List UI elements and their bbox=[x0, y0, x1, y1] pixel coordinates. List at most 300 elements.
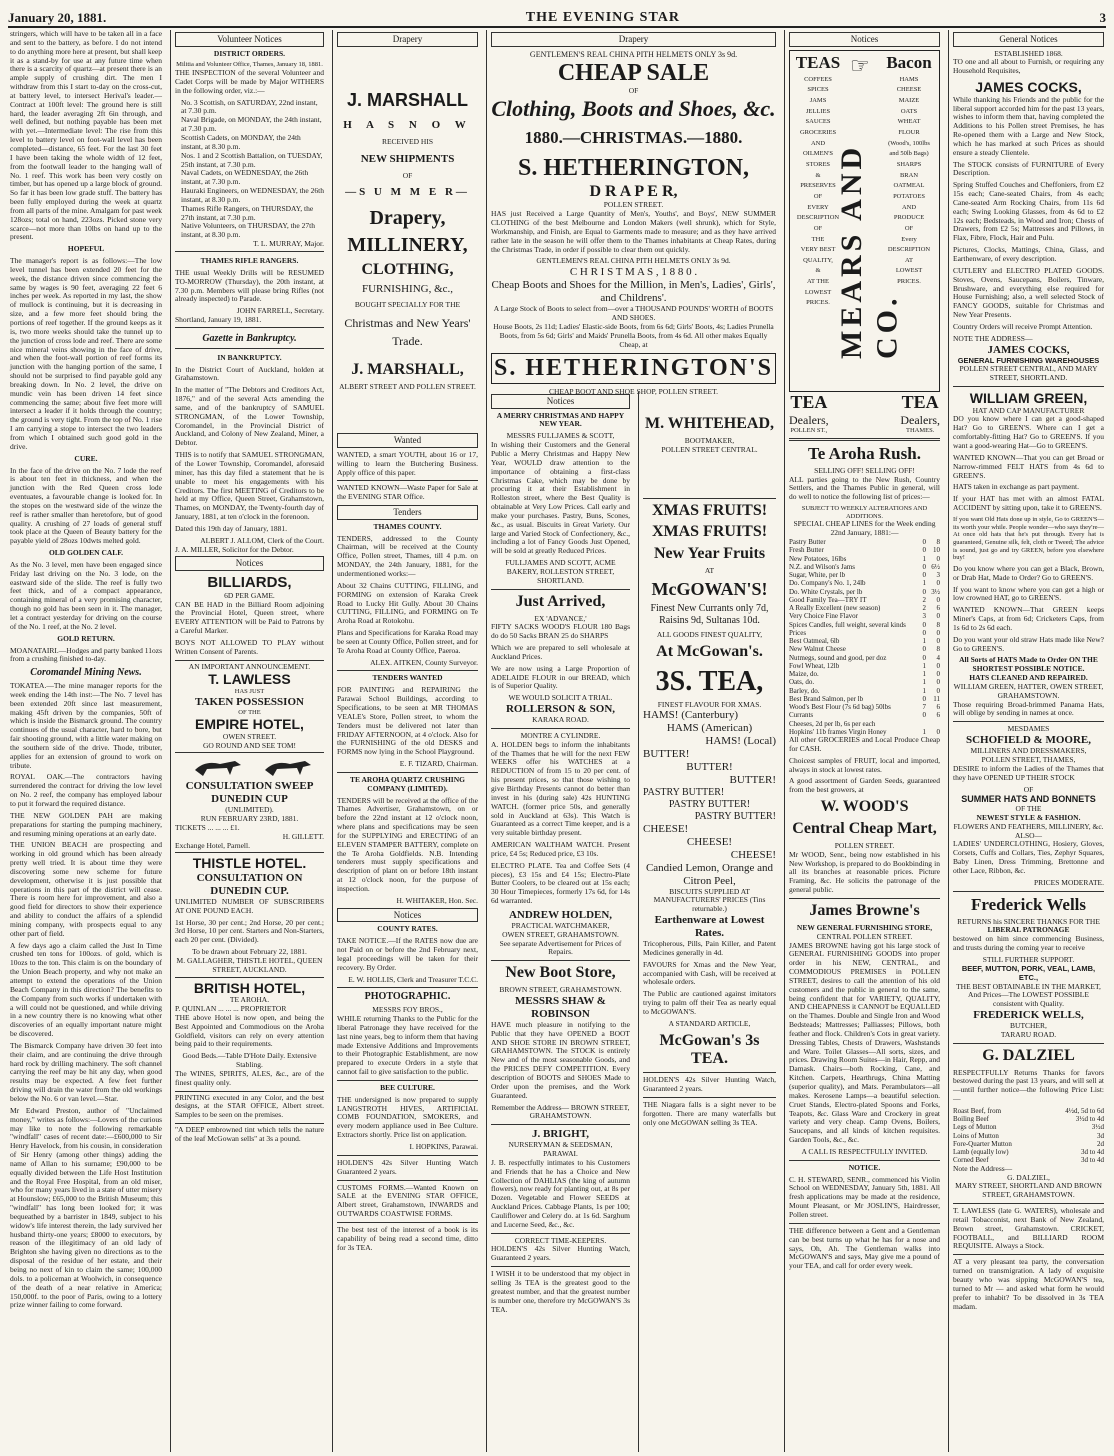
ad-heading: 1880.—CHRISTMAS.—1880. bbox=[524, 128, 743, 148]
meat-price-row bbox=[953, 1148, 1104, 1156]
ad-text: Cheap Boots and Shoes for the Million, in Men's, Ladies', Girls', and Childrens'. bbox=[491, 279, 776, 305]
ad-heading: WILLIAM GREEN, bbox=[969, 390, 1088, 407]
price-value: 0 bbox=[922, 694, 926, 703]
signature: I. HOPKINS, Parawai. bbox=[409, 1141, 478, 1151]
price-item: Good Family Tea—TRY IT bbox=[789, 595, 867, 604]
article-text: ROYAL OAK.—The contractors having surrendered the contract for driving the low level on No. 2 reef, the company has employed labour to put it forward the required distance. bbox=[10, 772, 162, 808]
mears-item: (Wood's, 100lbs bbox=[888, 139, 930, 147]
ad-text: LADIES' UNDERCLOTHING, Hosiery, Gloves, Corsets, Cuffs and Collars, Ties, Zephyr Squares, Baby Linen, Dress Trimming, Brettonne and other Lace, Ribbon, &c. bbox=[953, 839, 1104, 875]
ad-text: CAN BE HAD in the Billiard Room adjoining the Provincial Hotel, Queen street, where EVERY ATTENTION will be Paid to Patrons by a Careful Marker. bbox=[175, 599, 324, 636]
ad-text: THE above Hotel is now open, and being the Best Appointed and Commodious on the Aroha Goldfield, visitors can rely on every attention being paid to their requirements. bbox=[175, 1012, 324, 1049]
ad-heading: AN IMPORTANT ANNOUNCEMENT. bbox=[188, 661, 311, 671]
ad-text: HAMS (American) bbox=[666, 722, 753, 735]
ad-text: BOOTMAKER, bbox=[684, 435, 735, 445]
price-row bbox=[789, 538, 940, 546]
meat-item: Fore-Quarter Mutton bbox=[953, 1139, 1012, 1148]
ad-heading: G. DALZIEL, bbox=[1007, 1172, 1050, 1182]
mears-item: SPICES bbox=[807, 86, 829, 94]
price-item: Very Choice Fine Flavor bbox=[789, 612, 859, 621]
ad-text: NOTE THE ADDRESS— bbox=[953, 333, 1033, 343]
meat-item: Roast Beef, from bbox=[953, 1106, 1002, 1115]
ad-heading: CHEAP SALE bbox=[557, 60, 710, 87]
price-value: 1 bbox=[922, 678, 926, 687]
mears-item: OF bbox=[813, 224, 823, 232]
price-row bbox=[789, 670, 940, 678]
price-item: Wood's Best Flour (7s 6d bag) 50lbs bbox=[789, 703, 891, 712]
price-item: Do. Company's No. 1, 24lb bbox=[789, 579, 866, 588]
price-value: 0 bbox=[922, 645, 926, 654]
ad-text: THAMES. bbox=[905, 427, 935, 434]
ad-heading: COUNTY RATES. bbox=[377, 924, 438, 934]
meat-item: Loins of Mutton bbox=[953, 1131, 999, 1140]
ad-heading: SCHOFIELD & MOORE, bbox=[966, 734, 1091, 747]
meat-price: 3d to 4d bbox=[1081, 1148, 1104, 1157]
ad-text: PRICES MODERATE. bbox=[1033, 877, 1104, 887]
ad-text: Finest New Currants only 7d, Raisins 9d, Sultanas 10d. bbox=[650, 603, 769, 627]
section-header: Notices bbox=[789, 32, 940, 47]
ad-text: SPECIAL CHEAP LINES for the Week ending 22nd January, 1881:— bbox=[793, 519, 936, 538]
mears-item: & bbox=[815, 267, 821, 275]
ad-text: CUSTOMS FORMS.—Wanted Known on SALE at the EVENING STAR OFFICE, Albert street, Grahamstown, INWARDS and OUTWARDS COASTWISE FORMS. bbox=[337, 1182, 478, 1219]
ad-text: Shortland, January 19, 1881. bbox=[175, 315, 262, 325]
mears-item: LOWEST bbox=[804, 288, 832, 296]
ad-text: HOLDEN'S 42s Silver Hunting Watch, Guaranteed 2 years. bbox=[643, 1075, 776, 1094]
ad-text: DESIRE to inform the Ladies of the Thames that they have OPENED UP THEIR STOCK bbox=[953, 763, 1104, 782]
price-value: 1 bbox=[922, 637, 926, 646]
price-row bbox=[789, 695, 940, 703]
price-row bbox=[789, 579, 940, 587]
ad-text: And Prices—The LOWEST POSSIBLE consistent with Quality. bbox=[968, 990, 1089, 1009]
meat-item: Legs of Mutton bbox=[953, 1123, 997, 1132]
article-text: In the face of the drive on the No. 7 lode the reef is about ten feet in thickness, and when the junction with the Red Queen cross lode eventuates, a favourable change is looked for. In the stopes on the westward side of the winze the reef is rather smaller than heretofore, but of good quality. A crushing of 27 loads of general stuff took place at the Queen of Beauty battery for the payable yield of 28ozs 10dwts melted gold. bbox=[10, 465, 162, 546]
ad-heading: Frederick Wells bbox=[970, 894, 1087, 914]
price-value: 1 bbox=[922, 670, 926, 679]
ad-text: Those requiring Broad-brimmed Panama Hats, will oblige by sending in names at once. bbox=[953, 699, 1104, 718]
mears-item: PRICES. bbox=[806, 299, 830, 307]
ad-text: CHEESE! bbox=[686, 835, 733, 848]
ad-heading: M. WHITEHEAD, bbox=[644, 415, 775, 432]
ad-text: PRACTICAL WATCHMAKER, bbox=[511, 920, 610, 930]
article-text: The manager's report is as follows:—The low level tunnel has been extended 20 feet for the week, the distance driven since commencing the same by wages is 90 feet, averaging 22 feet 6 inches per week. As reported in my last, the show of mullock is continuing, but it is decreasing in size, and a few more feet should bring the portions of reef together. If the ground keeps as it is, two more weeks should take the tunnel up to the junction of cross lode and reef. There are some nice mineral veins showing in the face of drive, and when the foot-wall portion of reef forms its junction with the hanging portion of the same, I should not be surprised to find payable gold any breaking down. In No. 2 level, the drive on mundic vein has been driven 14 feet since commencing the same; about five feet more will intersect a leader if it holds through the country; the ground is very tight. From the top of No. 1 rise I am carrying a stope to intersect the two leaders from which I obtained such good gold in the drive. bbox=[10, 256, 162, 451]
ad-text: HAS JUST bbox=[234, 687, 265, 695]
price-row bbox=[789, 629, 940, 637]
mears-item: COFFEES bbox=[804, 75, 832, 83]
ad-text: FINEST FLAVOUR FOR XMAS. bbox=[657, 699, 762, 709]
ad-text: BUTTER! bbox=[686, 761, 733, 774]
price-value: 2 bbox=[922, 595, 926, 604]
ad-text: BISCUITS SUPPLIED AT MANUFACTURERS' PRICES (Tins returnable.) bbox=[653, 886, 766, 914]
price-row bbox=[789, 687, 940, 695]
price-value: 10 bbox=[933, 546, 940, 555]
mears-item: PRESERVES bbox=[800, 182, 836, 190]
price-value: 1 bbox=[922, 686, 926, 695]
price-value: 8 bbox=[936, 538, 940, 547]
ad-text: DO you know where I can get a good-shaped Hat? Go to GREEN'S. Where can I get a comfortably-fitting Hat? Go to GREEN'S. If you want a good-wearing Hat—Go to GREEN'S. bbox=[953, 414, 1104, 450]
price-row bbox=[789, 678, 940, 686]
ad-heading: BILLIARDS, bbox=[207, 574, 292, 592]
ad-text: WE WOULD SOLICIT A TRIAL. bbox=[508, 693, 613, 703]
ad-heading: CONSULTATION SWEEP bbox=[185, 780, 314, 793]
price-value: 0 bbox=[936, 727, 940, 736]
price-value: 4 bbox=[936, 653, 940, 662]
ad-text: CUTLERY and ELECTRO PLATED GOODS. Stoves, Ovens, Saucepans, Boilers, Tinware, Brushware, and everything else required for House Furnishing; also, a well selected Stock of FANCY GOODS, suitable for Christmas and New Year Presents. bbox=[953, 265, 1104, 320]
ad-text: BOYS NOT ALLOWED TO PLAY without Written Consent of Parents. bbox=[175, 637, 324, 656]
ad-text: See separate Advertisement for Prices of Repairs. bbox=[499, 938, 622, 957]
ad-text: PARAWAI. bbox=[543, 1149, 578, 1159]
signature: H. WHITAKER, Hon. Sec. bbox=[396, 895, 478, 905]
column-notices-left bbox=[486, 392, 634, 1452]
signature: M. GALLAGHER, THISTLE HOTEL, QUEEN STREET, AUCKLAND. bbox=[176, 955, 323, 974]
price-row bbox=[789, 555, 940, 563]
price-value: 6 bbox=[936, 711, 940, 720]
price-value bbox=[926, 720, 940, 728]
article-text: The Bismarck Company have driven 30 feet into their claim, and are continuing the drive through hard rock by drilling machinery. The soft channel carrying the reef may be hit any day, when good results may be expected. A few feet further driving will drain the water from the old workings below the No. 6 or van level.—Star. bbox=[10, 1040, 162, 1103]
price-row bbox=[789, 662, 940, 670]
price-row bbox=[789, 588, 940, 596]
price-value: 0 bbox=[936, 595, 940, 604]
ad-text: The WINES, SPIRITS, ALES, &c., are of the finest quality only. bbox=[175, 1068, 324, 1087]
ad-text: AMERICAN WALTHAM WATCH. Present price, £4 5s; Reduced price, £3 10s. bbox=[491, 840, 630, 858]
ad-heading: MESSRS FULLJAMES & SCOTT, bbox=[506, 431, 615, 441]
ad-text: AT bbox=[704, 566, 715, 576]
price-value: 0 bbox=[922, 562, 926, 571]
ad-heading: Just Arrived, bbox=[515, 592, 606, 610]
mears-item: PRICES. bbox=[897, 278, 921, 286]
mears-item: QUALITY, bbox=[803, 256, 833, 264]
ad-text: All Sorts of HATS Made to Order ON THE SHORTEST POSSIBLE NOTICE. bbox=[959, 655, 1098, 674]
ad-text: HOLDEN'S 42s Silver Hunting Watch Guaranteed 2 years. bbox=[337, 1157, 478, 1176]
ad-heading: JAMES COCKS, bbox=[987, 343, 1070, 356]
price-item: Spices Candles, full weight, several kinds bbox=[789, 620, 906, 629]
ad-heading: FREDERICK WELLS, bbox=[973, 1009, 1084, 1022]
signature: H. GILLETT. bbox=[282, 831, 324, 841]
section-header: Notices bbox=[337, 908, 478, 923]
mears-item: OATMEAL bbox=[893, 182, 925, 190]
ad-text: FLOWERS AND FEATHERS, MILLINERY, &c. bbox=[953, 821, 1104, 831]
ad-text: PASTRY BUTTER! bbox=[694, 810, 776, 822]
ad-text: —S U M M E R— bbox=[345, 186, 470, 199]
column-general-notices bbox=[948, 30, 1108, 1452]
ad-text: All other GROCERIES and Local Produce Cheap for CASH. bbox=[789, 735, 940, 753]
ad-text: PASTRY BUTTER! bbox=[668, 799, 751, 811]
section-header: Notices bbox=[175, 556, 324, 571]
ad-text: Dealers, bbox=[900, 412, 940, 427]
article-text: THE UNION BEACH are prospecting and working in old ground which has been already pretty well tried. It is about time they were discovering some new scheme for future development, otherwise it is just possible that operations in this part of the district will cease. There is room here for improvement, and also a good field for directors to show their experience and ability to conduct the affairs of a splendid mining company, with prospects equal to any other part of field. bbox=[10, 840, 162, 938]
ad-text: House Boots, 2s 11d; Ladies' Elastic-side Boots, from 6s 6d; Girls' Boots, 4s; Ladies Prunella Boots, from 5s 6d; Girls' and Maids' Prunella Boots, from 4s 6d. All other makes Equally Cheap, at bbox=[493, 321, 774, 349]
column-mining-news bbox=[6, 30, 166, 1452]
ad-text: HAT AND CAP MANUFACTURER bbox=[972, 405, 1085, 415]
ad-text: BEEF, MUTTON, PORK, VEAL, LAMB, ETC., bbox=[961, 963, 1096, 982]
price-row bbox=[789, 637, 940, 645]
ad-text: Trade. bbox=[392, 334, 423, 349]
ad-text: 1st Horse, 30 per cent.; 2nd Horse, 20 per cent.; 3rd Horse, 10 per cent. Starters and Non-Starters, each 20 per cent. (Divided). bbox=[175, 917, 324, 945]
ad-text: UNLIMITED NUMBER OF SUBSCRIBERS AT ONE POUND EACH. bbox=[175, 896, 324, 915]
ad-text: Militia and Volunteer Office, Thames, January 18, 1881. bbox=[176, 61, 323, 69]
section-header: Notices bbox=[491, 394, 630, 409]
meat-price: 3½d bbox=[1091, 1123, 1104, 1132]
section-header: Drapery bbox=[337, 32, 478, 47]
price-row bbox=[789, 546, 940, 554]
price-value: 11 bbox=[933, 694, 940, 703]
ad-heading: NOTICE. bbox=[848, 1162, 881, 1172]
ad-text: C. H. STEWARD, SENR., commenced his Violin School on WEDNESDAY, January 5th, 1881. All fresh applications may be made at the residence, Mount Pleasant, or Mr JOSLIN'S, Hairdresser, Pollen street. bbox=[789, 1174, 940, 1219]
ad-heading: THISTLE HOTEL. bbox=[192, 855, 307, 872]
ad-text: Which we are prepared to sell wholesale at Auckland Prices. bbox=[491, 643, 630, 661]
section-header: Tenders bbox=[337, 505, 478, 520]
meat-price: 3d to 4d bbox=[1081, 1156, 1104, 1165]
price-value: 0 bbox=[936, 612, 940, 621]
price-row bbox=[789, 645, 940, 653]
ad-text: We are now using a Large Proportion of ADELAIDE FLOUR in our BREAD, which is of Superior Quality. bbox=[491, 663, 630, 691]
article-heading: OLD GOLDEN CALF. bbox=[48, 548, 124, 558]
mears-item: and 50lb Bags) bbox=[889, 150, 929, 158]
ad-text: Good Beds.—Table D'Hote Daily. Extensive Stabling. bbox=[182, 1051, 317, 1070]
article-text: Mr Edward Preston, author of "Unclaimed money," writes as follows:—Lovers of the curious may like to note the following remarkable "windfall" cases of recent date:—£600,000 to Sir Henry Havelock, from his cousin, in consideration of Sir Henry (among other things) adding the name of Allan to his surname; £90,000 to be equally divided between the Life Host Institution and the Royal Free Hospital, from an old miser, who for many years lived in a state of utter misery at Hounslow; £65,000 to the British Museum; this "windfall" has long been looked for; it was bequeathed by a barrister in 1849, subject to his widow's life interest therein, the lady survived her husband thirty-one years; £8000 to executors, by reason of the illegitimacy of an old lady of Brighton she having given no directions as to the disposal of the residue of her estate, and their being no next of kin to claim the same; 100,000 dols. to a policeman at Woolwich, in consequence of the death of a near relative in America; 150,000f. to the poor of Paris, owing to a lottery prize winner failing to come forward. bbox=[10, 1105, 162, 1310]
ad-text: In wishing their Customers and the General Public a Merry Christmas and Happy New Year, WOULD draw attention to the importance of obtaining a first-class Christmas Cake, which may be done by procuring it at their Establishment in Rolleston street, where the Best Quality is obtainable at Very Low Prices. Call early and make your purchases. Pastry, Buns, Scones, &c., as usual. Biscuits in Great Variety. Our large and Varied Stock of Confectionery, &c., including a lot of Fancy Goods Just Opened, will be sold at greatly Reduced Prices. bbox=[491, 440, 630, 556]
ad-text: Tricopherous, Pills, Pain Killer, and Patent Medicines generally in 4d. bbox=[643, 938, 776, 957]
column-drapery bbox=[332, 30, 482, 1452]
price-item: N.Z. and Wilson's Jams bbox=[789, 562, 855, 571]
price-value: 0 bbox=[936, 637, 940, 646]
price-row bbox=[789, 621, 940, 629]
ad-text: BUTTER! bbox=[643, 748, 690, 761]
ad-heading: MESSRS SHAW & ROBINSON bbox=[515, 995, 606, 1020]
price-value: 0 bbox=[936, 678, 940, 687]
ad-heading: J. BRIGHT, bbox=[532, 1128, 589, 1141]
price-value: 0 bbox=[922, 571, 926, 580]
price-value: 3½ bbox=[931, 587, 940, 596]
ad-heading: BRITISH HOTEL, bbox=[193, 979, 306, 996]
price-value: 0 bbox=[922, 546, 926, 555]
column-volunteer-notices bbox=[170, 30, 328, 1452]
ad-text: GO ROUND AND SEE TOM! bbox=[202, 740, 297, 750]
section-heading-coromandel: Coromandel Mining News. bbox=[30, 667, 142, 679]
article-text: THE NEW GOLDEN PAH are making preparations for starting the pumping machinery, and resuming mining operations at an early date. bbox=[10, 810, 162, 838]
ad-text: Do you want your old straw Hats made like New? Go to GREEN'S. bbox=[953, 634, 1104, 653]
ad-text: bestowed on him since commencing Business, and trusts during the coming year to receive bbox=[953, 934, 1104, 953]
ad-text: GENTLEMEN'S REAL CHINA PITH HELMETS ONLY 3s 9d. bbox=[529, 49, 738, 59]
mears-item: WHEAT bbox=[897, 118, 921, 126]
mears-item: THE bbox=[811, 235, 825, 243]
ad-text: SELLING OFF! SELLING OFF! bbox=[814, 465, 915, 475]
ad-text: SUBJECT TO WEEKLY ALTERATIONS AND ADDITIONS. bbox=[801, 505, 928, 520]
column-notices-right bbox=[784, 30, 944, 1452]
ad-heading: SUMMER HATS AND BONNETS bbox=[961, 794, 1096, 805]
ad-heading: J. MARSHALL, bbox=[351, 360, 464, 378]
signature: E. F. TIZARD, Chairman. bbox=[399, 759, 478, 769]
ad-text: If you want to know where you can get a high or low crowned HAT, go to GREEN'S. bbox=[953, 584, 1104, 603]
mears-item: JELLIES bbox=[805, 107, 831, 115]
ad-text: NURSERYMAN & SEEDSMAN, bbox=[508, 1140, 613, 1150]
price-value: 1 bbox=[922, 554, 926, 563]
ad-text: NEW GENERAL FURNISHING STORE, bbox=[796, 922, 933, 932]
ad-text: FIFTY SACKS WOOD'S FLOUR 180 Bags do do 50 Sacks BRAN 25 do SHARPS bbox=[491, 622, 630, 641]
ad-text: ESTABLISHED 1868. bbox=[994, 48, 1063, 58]
ad-text: THE BEST OBTAINABLE IN THE MARKET, bbox=[956, 981, 1101, 991]
section-header: Wanted bbox=[337, 433, 478, 448]
price-value: 0 bbox=[936, 554, 940, 563]
ad-text: KARAKA ROAD. bbox=[532, 715, 589, 725]
ad-text: OF bbox=[402, 170, 413, 180]
ad-text: POLLEN STREET. bbox=[834, 840, 895, 850]
ad-text: CHEAP BOOT AND SHOE SHOP, POLLEN STREET. bbox=[548, 386, 719, 396]
ad-heading: McGowan's 3s TEA. bbox=[659, 1031, 760, 1068]
ad-text: POLLEN STREET CENTRAL, AND MARY STREET, SHORTLAND. bbox=[959, 364, 1098, 383]
price-value: 0 bbox=[936, 686, 940, 695]
ad-text: (UNLIMITED). bbox=[225, 805, 274, 815]
ad-text: Candied Lemon, Orange and Citron Peel, bbox=[645, 861, 774, 887]
price-row bbox=[789, 563, 940, 571]
mears-item: BRAN bbox=[899, 171, 919, 179]
mears-item: FLOUR bbox=[898, 128, 920, 136]
ad-text: TICKETS ... ... ... £1. bbox=[175, 822, 240, 832]
price-row bbox=[789, 612, 940, 620]
ad-text: H A S N O W bbox=[343, 118, 472, 131]
ad-text: TENDERS, addressed to the County Chairman, will be received at the County Office, Pollen street, Thames, till 4 p.m. on MONDAY, the 24th January, 1881, for the undermentioned works:— bbox=[337, 533, 478, 578]
price-value: 0 bbox=[922, 620, 926, 629]
ad-heading: ROLLERSON & SON, bbox=[505, 703, 616, 716]
price-row bbox=[789, 654, 940, 662]
price-value: 7 bbox=[922, 703, 926, 712]
mears-item: EVERY bbox=[807, 203, 829, 211]
price-list-table bbox=[789, 538, 940, 736]
ad-text: Dealers, bbox=[789, 412, 829, 427]
article-text: A few days ago a claim called the Just In Time crushed ten tons for 100ozs. of gold, which is 10ozs to the ton. This claim is on the boundary of the Union Beach property, and why not make an attempt to extend the operations of the Union Beach Company in this direction? The benefits to the Company from such works if undertaken with a will could not be questioned, and while driving in a new country there is no knowing what other discoveries of an equally important nature might be discovered. bbox=[10, 940, 162, 1039]
ad-text: STILL FURTHER SUPPORT. bbox=[982, 954, 1075, 964]
price-item: Cheeses, 2d per lb, 6s per each bbox=[789, 719, 876, 728]
ad-text: THE difference between a Gent and a Gentleman can be best turns up what he has for a nose and says, Oh, Ah. The Gentleman walks into McGOWAN'S and says, May give me a pound of your TEA, and call for order every week. bbox=[789, 1225, 940, 1271]
ad-text: About 32 Chains CUTTING, FILLING, and FORMING on extension of Karaka Creek Road to Lucky Hit Gully. About 30 Chains CUTTING, FILLING, and FORMING on Te Aroha Road at Rotokohu. bbox=[337, 580, 478, 626]
ad-text: TE AROHA. bbox=[229, 995, 270, 1005]
meat-price-row bbox=[953, 1132, 1104, 1140]
ad-text: HATS taken in exchange as part payment. bbox=[953, 482, 1080, 492]
mears-advert bbox=[789, 50, 940, 392]
meat-price: 4½d, 5d to 6d bbox=[1065, 1106, 1104, 1115]
section-header: Volunteer Notices bbox=[175, 32, 324, 47]
ad-text: THE undersigned is now prepared to supply LANGSTROTH HIVES, ARTIFICIAL COMB FOUNDATION, SMOKERS, and every modern appliance used in Bee Culture. Extractors shortly. Price list on application. bbox=[337, 1094, 478, 1140]
article-text: stringers, which will have to be taken all in a face and sent to the battery, as before. I do not intend to do anything more here at present, but shall keep it as a stand-by for use at any future time when there is a scarcity of quartz—at present there is an ample supply of crushing dirt. The men I withdraw from this I start to-day on the cross-cut, at battery level, to intersect Herival's leader.—Contract at 100ft level: The ground here is still hard, the leader averaging 2ft 6in through, and well defined, but nothing payable has been met with yet.—Intermediate level: The rise from this level to battery level on foot-wall level has been completed—distance, 65 feet. For the last 30 feet I have been taking the whole width of 12 feet, from the footwall leader to the hanging wall of No. 1 reef. This work has been very costly on timber, but has opened up a large block of ground. So far it has been low grade stuff. The battery has been fully employed during the week at quartz from all parts of the mine. Amalgam for past week 128ozs; total on hand, 223ozs. Picked stone very scarce—not more than 10lbs on hand up to the present. bbox=[10, 30, 162, 242]
price-value: 3 bbox=[936, 571, 940, 580]
ad-text: A CALL IS RESPECTFULLY INVITED. bbox=[801, 1146, 928, 1156]
ad-heading: New Boot Store, bbox=[505, 964, 616, 982]
ad-heading: XMAS FRUITS! bbox=[651, 501, 768, 519]
mears-item: AT bbox=[905, 256, 913, 264]
ad-text: THE Niagara falls is a sight never to be forgotten. There are many waterfalls but only one McGOWAN selling 3s TEA. bbox=[643, 1100, 776, 1127]
price-row bbox=[789, 596, 940, 604]
ad-text: HOLDEN'S 42s Silver Hunting Watch, Guaranteed 2 years. bbox=[491, 1244, 630, 1263]
signature: ALBERT J. ALLOM, Clerk of the Court. bbox=[200, 535, 324, 545]
ad-text: A Large Stock of Boots to select from—over a THOUSAND POUNDS' WORTH of BOOTS AND SHOES. bbox=[493, 304, 774, 323]
price-item: Fowl Wheat, 12lb bbox=[789, 661, 840, 670]
ad-text: RECEIVED HIS bbox=[381, 136, 434, 146]
price-value bbox=[912, 720, 926, 728]
ad-text: THE INSPECTION of the several Volunteer and Cadet Corps will be made by Major WITHERS in the following order, viz.:— bbox=[175, 68, 324, 95]
ad-text: WANTED KNOWN—That GREEN keeps Miner's Caps, at from 6d; Cricketers Caps, from 1s 6d to 2s 6d each. bbox=[953, 605, 1104, 632]
signature: ALEX. AITKEN, County Surveyor. bbox=[370, 657, 478, 667]
price-value: 0 bbox=[922, 653, 926, 662]
ad-heading: JAMES COCKS, bbox=[975, 79, 1082, 96]
ad-text: ALL GOODS FINEST QUALITY, bbox=[656, 629, 763, 639]
meat-price-row bbox=[953, 1115, 1104, 1123]
price-value: 0 bbox=[936, 579, 940, 588]
price-value: 6½ bbox=[931, 562, 940, 571]
ad-text: Pictures, Clocks, Mattings, China, Glass, and Earthenware, of every description. bbox=[953, 245, 1104, 263]
meat-price: 3d bbox=[1097, 1131, 1104, 1140]
price-row bbox=[789, 703, 940, 711]
ad-text: D R A P E R, bbox=[589, 182, 678, 200]
ad-text: CHEESE! bbox=[643, 822, 689, 835]
price-value: 1 bbox=[922, 727, 926, 736]
signature: E. W. HOLLIS, Clerk and Treasurer T.C.C. bbox=[348, 974, 478, 984]
ad-text: CENTRAL POLLEN STREET. bbox=[816, 931, 913, 941]
ad-text: Remember the Address— BROWN STREET, GRAHAMSTOWN. bbox=[491, 1102, 630, 1121]
issue-date: January 20, 1881. bbox=[8, 10, 107, 25]
mears-item: JAMS bbox=[809, 96, 827, 104]
price-value: 8 bbox=[936, 620, 940, 629]
inspection-item: Scottish Cadets, on MONDAY, the 24th instant, at 8.30 p.m. bbox=[181, 133, 301, 151]
ad-text: ELECTRO PLATE. Tea and Coffee Sets (4 pieces), £3 15s and £4 15s; Electro-Plate Butter Coolers, to be cleared out at 15s each; 30 Hour Timepieces, formerly 17s 6d, for 14s 6d warranted. bbox=[491, 860, 630, 906]
ad-text: FAVOURS for Xmas and the New Year, accompanied with Cash, will be received at wholesale orders. bbox=[643, 959, 776, 987]
meat-price: 3½d to 4d bbox=[1075, 1115, 1104, 1124]
ad-heading: 3S. TEA, bbox=[655, 665, 764, 697]
ad-heading: PHOTOGRAPHIC. bbox=[364, 991, 451, 1003]
price-value: 2 bbox=[922, 604, 926, 613]
ad-text: Plans and Specifications for Karaka Road may be seen at County Office, Pollen street, and for Te Aroha Road at County Office, Paeroa. bbox=[337, 628, 478, 655]
section-heading: Gazette in Bankruptcy. bbox=[202, 332, 297, 344]
ad-heading: Bacon bbox=[886, 52, 932, 72]
ad-text: GENERAL FURNISHING WAREHOUSES bbox=[957, 355, 1100, 365]
article-text: MOANATAIRI.—Hodges and party banked 11ozs from a crushing finished to-day. bbox=[10, 645, 162, 664]
ad-text: WANTED KNOWN—Waste Paper for Sale at the EVENING STAR Office. bbox=[337, 483, 478, 502]
price-value: 8 bbox=[936, 645, 940, 654]
meat-item: Lamb (equally low) bbox=[953, 1148, 1009, 1157]
ad-text: T. LAWLESS (late G. WATERS), wholesale and retail Tobacconist, next Bank of New Zealand, Brown street, Grahamstown. CRICKET, FOOTBALL, and BILLIARD ROOM REQUISITE. Always a Stock. bbox=[953, 1206, 1104, 1251]
meat-price-row bbox=[953, 1140, 1104, 1148]
ad-heading: TEA bbox=[790, 391, 828, 412]
mears-item: STORES bbox=[805, 160, 831, 168]
ad-text: POLLEN STREET. bbox=[603, 200, 664, 210]
page-number: 3 bbox=[1099, 10, 1106, 25]
price-item: Prices bbox=[789, 628, 807, 637]
price-value: 3 bbox=[922, 612, 926, 621]
ad-heading: IN BANKRUPTCY. bbox=[217, 352, 282, 362]
ad-text: PASTRY BUTTER! bbox=[643, 787, 725, 799]
ad-text: BUTTER! bbox=[729, 774, 776, 787]
ad-text: While thanking his Friends and the public for the liberal support accorded him for the past 13 years, wishes to inform them that, having completed the Additions to his Pollen street Premises, he has Re-opened them with a Large and New Stock, which he has marked at such Prices as should ensure a steady Clientele. bbox=[953, 94, 1104, 157]
ad-heading: James Browne's bbox=[809, 901, 920, 919]
ad-heading: BEE CULTURE. bbox=[380, 1082, 435, 1092]
ad-text: ALL parties going to the New Rush, Country Settlers, and the Thames Public in general, will do well to notice the following list of prices:— bbox=[789, 474, 940, 502]
ad-text: P. QUINLAN ... ... ... PROPRIETOR bbox=[175, 1004, 287, 1014]
meat-price-table bbox=[953, 1107, 1104, 1165]
ad-heading: TEA bbox=[901, 391, 939, 412]
price-value: 0 bbox=[922, 711, 926, 720]
signature: T. L. MURRAY, Major. bbox=[253, 239, 324, 249]
price-value: 0 bbox=[936, 661, 940, 670]
ad-text: In the matter of "The Debtors and Creditors Act, 1876," and of the several Acts amending the same, and of the bankruptcy of SAMUEL STRONGMAN, of the Lower Township, Coromandel, in the Provincial District of Auckland, and Colony of New Zealand, Miner, a Debtor. bbox=[175, 385, 324, 448]
ad-text: A good assortment of Garden Seeds, guaranteed from the best growers, at bbox=[789, 776, 940, 795]
price-item: Oats, do. bbox=[789, 678, 815, 687]
ad-text: FOR PAINTING and REPAIRING the Parawai School Buildings, according to Specifications, to be seen at MR THOMAS VEALE's Store, Pollen street, to whom the Tenders must be delivered not later than FRIDAY AFTERNOON, at 4 o'clock. Also for the FURNISHING of the old DESKS and FORMS now lying in the School Playground. bbox=[337, 685, 478, 757]
price-item: Do. White Crystals, per lb bbox=[789, 587, 863, 596]
mears-item: DESCRIPTION bbox=[796, 214, 840, 222]
ad-text: BUTCHER, bbox=[1010, 1021, 1047, 1031]
mears-item: MAIZE bbox=[898, 96, 920, 104]
ad-text: Note the Address— bbox=[953, 1163, 1013, 1173]
ad-text: WHILE returning Thanks to the Public for the liberal Patronage they have received for the last nine years, beg to inform them that having made Extensive Additions and Improvements to their Photographic Establishment, are now prepared to execute Orders in a style that cannot fail to give satisfaction to the public. bbox=[337, 1014, 478, 1077]
ad-text: HAMS! (Canterbury) bbox=[643, 709, 739, 722]
ad-heading: ANDREW HOLDEN, bbox=[508, 908, 613, 921]
